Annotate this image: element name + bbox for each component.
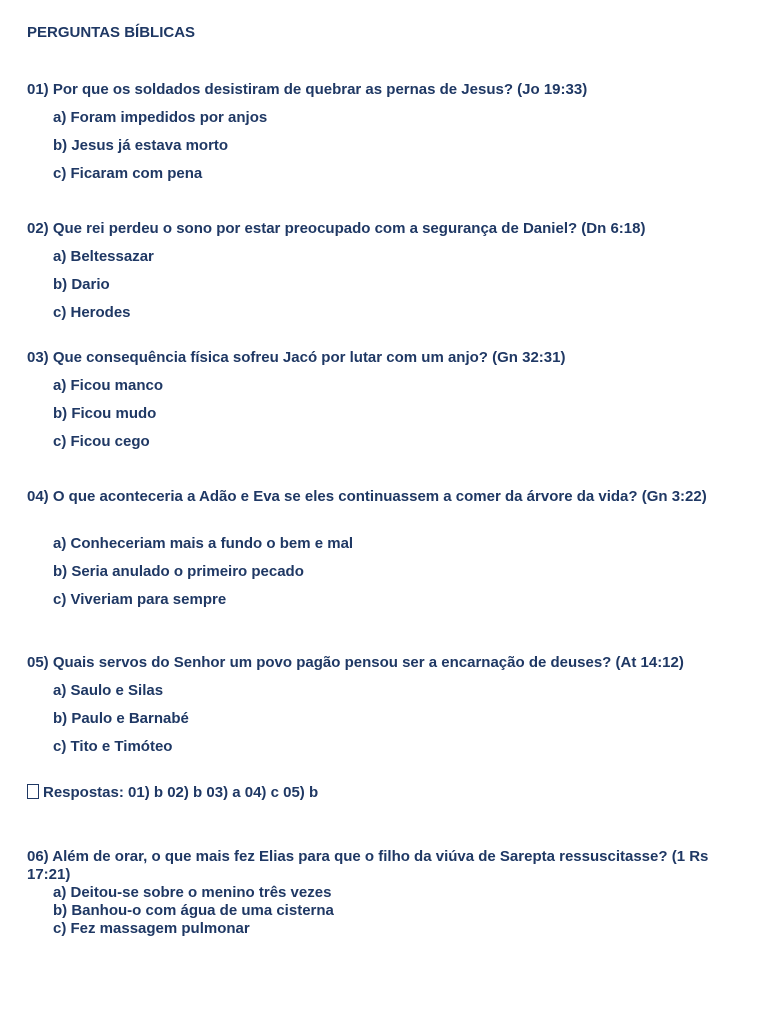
- answers-line: [27, 784, 318, 802]
- question-04: 04) O que aconteceria a Adão e Eva se eles continuassem a comer da árvore da vida? (Gn 3:22): [27, 488, 707, 505]
- option-01-a: a) Foram impedidos por anjos: [53, 109, 268, 126]
- option-02-a: a) Beltessazar: [53, 248, 154, 265]
- question-06: 06) Além de orar, o que mais fez Elias para que o filho da viúva de Sarepta ressuscitasse? (1 Rs 17:21): [27, 848, 709, 883]
- option-06-c: c) Fez massagem pulmonar: [53, 920, 250, 937]
- option-03-a: a) Ficou manco: [53, 377, 164, 394]
- option-06-a: a) Deitou-se sobre o menino três vezes: [53, 884, 332, 901]
- option-01-b: b) Jesus já estava morto: [53, 137, 229, 154]
- option-02-c: c) Herodes: [53, 304, 131, 321]
- question-05: 05) Quais servos do Senhor um povo pagão pensou ser a encarnação de deuses? (At 14:12): [27, 654, 684, 671]
- option-06-b: b) Banhou-o com água de uma cisterna: [53, 902, 334, 919]
- question-01: 01) Por que os soldados desistiram de quebrar as pernas de Jesus? (Jo 19:33): [27, 81, 588, 98]
- checkbox-icon: [27, 784, 39, 799]
- option-04-b: b) Seria anulado o primeiro pecado: [53, 563, 304, 580]
- option-02-b: b) Dario: [53, 276, 110, 293]
- option-05-b: b) Paulo e Barnabé: [53, 710, 189, 727]
- page-title: PERGUNTAS BÍBLICAS: [27, 24, 196, 41]
- option-03-c: c) Ficou cego: [53, 433, 150, 450]
- option-05-a: a) Saulo e Silas: [53, 682, 164, 699]
- option-05-c: c) Tito e Timóteo: [53, 738, 173, 755]
- option-03-b: b) Ficou mudo: [53, 405, 157, 422]
- answers-text: Respostas: 01) b 02) b 03) a 04) c 05) b: [43, 784, 319, 801]
- option-04-c: c) Viveriam para sempre: [53, 591, 227, 608]
- option-01-c: c) Ficaram com pena: [53, 165, 203, 182]
- option-04-a: a) Conheceriam mais a fundo o bem e mal: [53, 535, 354, 552]
- question-03: 03) Que consequência física sofreu Jacó por lutar com um anjo? (Gn 32:31): [27, 349, 566, 366]
- question-02: 02) Que rei perdeu o sono por estar preocupado com a segurança de Daniel? (Dn 6:18): [27, 220, 646, 237]
